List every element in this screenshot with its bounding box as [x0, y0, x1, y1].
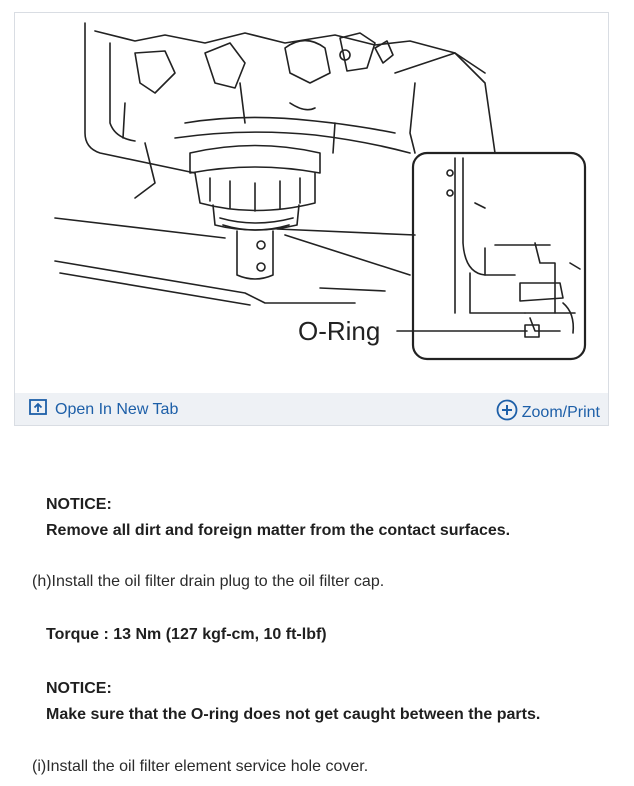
figure-card [14, 12, 609, 426]
notice-text: Make sure that the O-ring does not get caught between the parts. [46, 706, 541, 723]
o-ring-detail-inset [413, 153, 585, 359]
o-ring-label: O-Ring [298, 316, 381, 346]
notice-block-2 [46, 676, 540, 728]
notice-title: NOTICE: [46, 496, 112, 513]
open-in-new-tab-button[interactable] [29, 399, 178, 420]
zoom-print-button[interactable] [496, 399, 600, 426]
open-in-new-tab-label: Open In New Tab [55, 400, 179, 418]
figure-toolbar [15, 393, 608, 425]
notice-text: Remove all dirt and foreign matter from the contact surfaces. [46, 522, 511, 539]
zoom-print-label: Zoom/Print [521, 403, 600, 421]
leader-line-bottom [285, 235, 410, 275]
leader-line-top [277, 229, 415, 235]
step-i: (i)Install the oil filter element service hole cover. [32, 758, 369, 775]
open-new-tab-icon [29, 399, 47, 420]
notice-title: NOTICE: [46, 680, 112, 697]
oil-filter-diagram[interactable] [15, 13, 608, 393]
zoom-plus-icon [496, 399, 518, 426]
oil-filter-cap-drawing [190, 146, 320, 280]
notice-block-1 [46, 492, 510, 544]
step-h: (h)Install the oil filter drain plug to the oil filter cap. [32, 573, 385, 590]
engine-block-drawing [85, 23, 495, 198]
torque-spec: Torque : 13 Nm (127 kgf-cm, 10 ft-lbf) [46, 626, 327, 643]
